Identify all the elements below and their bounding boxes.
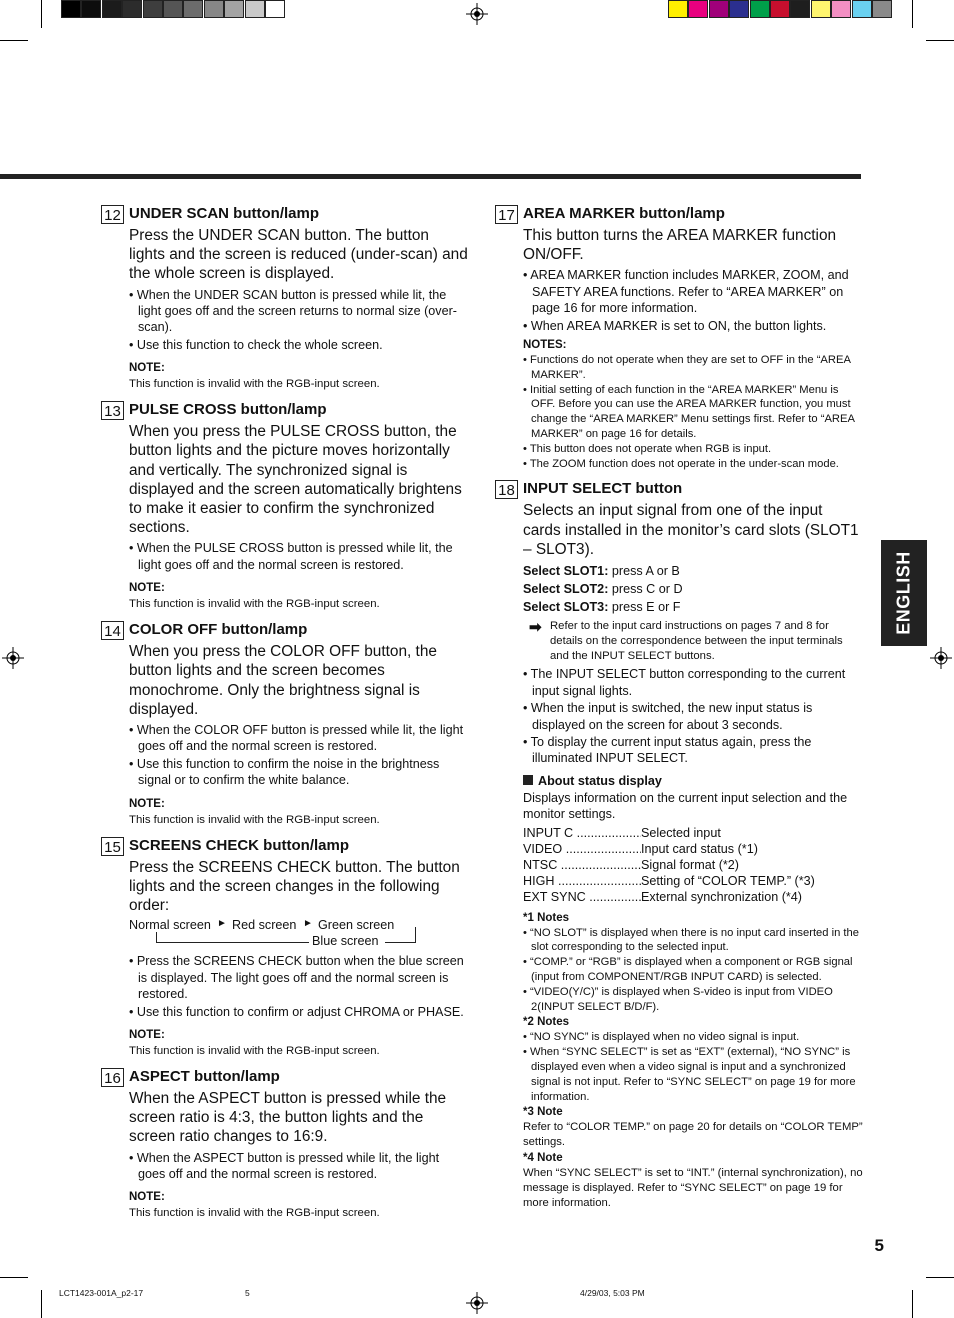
bullet: • When the COLOR OFF button is pressed while lit, the light goes off and the normal screen is restored. bbox=[129, 723, 464, 754]
note-label: NOTE: bbox=[129, 1191, 165, 1204]
crop-mark bbox=[41, 0, 42, 28]
section-aspect bbox=[104, 1067, 469, 1221]
color-swatch bbox=[750, 0, 770, 18]
left-column bbox=[104, 204, 469, 1221]
note-text: This function is invalid with the RGB-input screen. bbox=[129, 1044, 380, 1057]
note-bullet: • This button does not operate when RGB is input. bbox=[523, 442, 772, 455]
color-swatch bbox=[811, 0, 831, 18]
section-title: ASPECT button/lamp bbox=[129, 1067, 280, 1085]
section-title: AREA MARKER button/lamp bbox=[523, 205, 725, 222]
bullet: • Press the SCREENS CHECK button when the blue screen is displayed. The light goes off and the normal screen is restored. bbox=[129, 954, 464, 1002]
section-lead: When you press the COLOR OFF button, the button lights and the screen becomes monochrome. Only the brightness signal is displayed. bbox=[129, 643, 437, 718]
status-row: NTSC ..... Signal format (*2) bbox=[523, 857, 863, 873]
bullet: • When the ASPECT button is pressed while lit, the light goes off and the normal screen is restored. bbox=[129, 1150, 440, 1181]
gray-swatch bbox=[163, 0, 183, 18]
footnote-text: Refer to “COLOR TEMP.” on page 20 for details on “COLOR TEMP” settings. bbox=[523, 1121, 863, 1149]
bullet: • When the PULSE CROSS button is pressed while lit, the light goes off and the normal screen is restored. bbox=[129, 541, 453, 572]
section-number: 16 bbox=[101, 1068, 124, 1087]
footnote-bullet: • “VIDEO(Y/C)” is displayed when S-video is input from VIDEO 2(INPUT SELECT B/D/F). bbox=[523, 985, 833, 1013]
page-number: 5 bbox=[874, 1236, 884, 1255]
section-screens-check bbox=[104, 836, 469, 1059]
section-title: UNDER SCAN button/lamp bbox=[129, 205, 319, 222]
note-text: This function is invalid with the RGB-input screen. bbox=[129, 1207, 380, 1220]
footnote-label: *3 Note bbox=[523, 1106, 563, 1119]
section-number: 18 bbox=[495, 480, 518, 499]
section-title: INPUT SELECT button bbox=[523, 480, 683, 498]
color-swatch bbox=[688, 0, 708, 18]
section-number: 17 bbox=[495, 205, 518, 224]
arrow-right-icon: ► bbox=[303, 918, 313, 930]
gray-swatch bbox=[224, 0, 244, 18]
bullet: • Use this function to confirm the noise in the brightness signal or to confirm the white balance. bbox=[129, 756, 440, 788]
note-text: This function is invalid with the RGB-input screen. bbox=[129, 598, 380, 611]
slot-row: Select SLOT1: press A or B bbox=[523, 564, 680, 579]
gray-swatch bbox=[265, 0, 285, 18]
status-row: EXT SYNC ..... External synchronization (*4) bbox=[523, 889, 863, 905]
footnote-label: *2 Notes bbox=[523, 1016, 570, 1029]
status-description: Displays information on the current input selection and the monitor settings. bbox=[523, 790, 848, 822]
flow-return-line bbox=[415, 927, 416, 943]
bullet: • To display the current input status again, press the illuminated INPUT SELECT. bbox=[523, 735, 812, 766]
flow-return-line bbox=[156, 932, 157, 942]
footnote-bullet: • When “SYNC SELECT” is set as “EXT” (external), “NO SYNC” is displayed even when a video signal is input and a synchronized signal is not input. Refer to “SYNC SELECT” on page 19 for more information. bbox=[523, 1046, 856, 1103]
arrow-right-icon: ► bbox=[217, 918, 227, 930]
note-bullet: • Initial setting of each function in the “AREA MARKER” Menu is OFF. Before you can use the AREA MARKER function, you must change the “AREA MARKER” Menu settings first. Refer to “AREA MARKER” on page 16 for details. bbox=[523, 383, 855, 441]
footer-date: 4/29/03, 5:03 PM bbox=[580, 1288, 645, 1298]
section-lead: Press the UNDER SCAN button. The button lights and the screen is reduced (under-scan) and the whole screen is displayed. bbox=[129, 227, 468, 283]
bullet: • AREA MARKER function includes MARKER, ZOOM, and SAFETY AREA functions. Refer to “AREA MARKER” on page 16 for more information. bbox=[523, 268, 849, 316]
language-tab-label: ENGLISH bbox=[893, 551, 914, 635]
bullet: • When AREA MARKER is set to ON, the button lights. bbox=[523, 318, 827, 333]
right-column bbox=[498, 204, 863, 1210]
gray-swatch bbox=[183, 0, 203, 18]
crop-mark bbox=[41, 1290, 42, 1318]
language-tab bbox=[881, 540, 927, 646]
bullet: • Use this function to confirm or adjust CHROMA or PHASE. bbox=[129, 1004, 464, 1019]
flow-return-line bbox=[156, 942, 309, 943]
footnote-label: *1 Notes bbox=[523, 911, 570, 924]
section-lead: When the ASPECT button is pressed while the screen ratio is 4:3, the button lights and the screen ratio changes to 16:9. bbox=[129, 1089, 447, 1146]
section-pulse-cross bbox=[104, 400, 469, 612]
bullet: • When the input is switched, the new input status is displayed on the screen for about 3 seconds. bbox=[523, 701, 813, 732]
note-text: This function is invalid with the RGB-input screen. bbox=[129, 813, 380, 826]
crop-mark bbox=[926, 1277, 954, 1278]
note-label: NOTE: bbox=[129, 582, 165, 595]
gray-swatch bbox=[102, 0, 122, 18]
section-color-off bbox=[104, 620, 469, 827]
crop-mark bbox=[912, 1290, 913, 1318]
color-swatch bbox=[872, 0, 892, 18]
footer-file-name: LCT1423-001A_p2-17 bbox=[59, 1288, 144, 1298]
section-lead: Press the SCREENS CHECK button. The button lights and the screen changes in the following order: bbox=[129, 858, 460, 915]
footnote-text: When “SYNC SELECT” is set to “INT.” (internal synchronization), no message is displayed. Refer to “SYNC SELECT” on page 19 for more information. bbox=[523, 1167, 863, 1209]
note-bullet: • Functions do not operate when they are set to OFF in the “AREA MARKER”. bbox=[523, 354, 851, 381]
status-table bbox=[523, 825, 863, 906]
section-number: 15 bbox=[101, 837, 124, 856]
section-lead: Selects an input signal from one of the input cards installed in the monitor’s card slots (SLOT1 – SLOT3). bbox=[523, 502, 859, 558]
reference-text: Refer to the input card instructions on pages 7 and 8 for details on the correspondence between the input terminals and the INPUT SELECT buttons. bbox=[550, 620, 843, 662]
gray-swatch bbox=[122, 0, 142, 18]
header-rule bbox=[0, 174, 861, 179]
flow-red-screen: Red screen bbox=[232, 918, 297, 933]
flow-green-screen: Green screen bbox=[318, 918, 395, 933]
color-swatch bbox=[668, 0, 688, 18]
section-title: COLOR OFF button/lamp bbox=[129, 621, 308, 639]
gray-swatch bbox=[245, 0, 265, 18]
bullet: • When the UNDER SCAN button is pressed while lit, the light goes off and the screen returns to normal size (over-scan). bbox=[129, 287, 457, 335]
status-row: HIGH ..... Setting of “COLOR TEMP.” (*3) bbox=[523, 873, 863, 889]
section-title: PULSE CROSS button/lamp bbox=[129, 401, 327, 419]
section-lead: This button turns the AREA MARKER function ON/OFF. bbox=[523, 227, 837, 264]
section-number: 13 bbox=[101, 401, 124, 420]
registration-mark-icon bbox=[466, 3, 488, 25]
crop-mark bbox=[912, 0, 913, 28]
note-bullet: • The ZOOM function does not operate in the under-scan mode. bbox=[523, 457, 839, 470]
slot-row: Select SLOT2: press C or D bbox=[523, 582, 683, 597]
bullet: • Use this function to check the whole screen. bbox=[129, 337, 383, 352]
flow-return-line bbox=[385, 942, 415, 943]
reference-note bbox=[523, 619, 863, 663]
flow-normal-screen: Normal screen bbox=[129, 918, 211, 933]
crop-mark bbox=[0, 1277, 28, 1278]
crop-mark bbox=[926, 40, 954, 41]
gray-swatch bbox=[61, 0, 81, 18]
color-swatch bbox=[852, 0, 872, 18]
status-row: VIDEO ..... Input card status (*1) bbox=[523, 841, 863, 857]
footnote-bullet: • “NO SYNC” is displayed when no video signal is input. bbox=[523, 1031, 800, 1044]
right-arrow-icon: ➡ bbox=[529, 619, 542, 637]
square-bullet-icon bbox=[523, 775, 533, 785]
gray-swatch bbox=[204, 0, 224, 18]
screens-flow-diagram bbox=[129, 918, 469, 952]
footnote-bullet: • “NO SLOT” is displayed when there is no input card inserted in the slot corresponding to the selected input. bbox=[523, 926, 859, 954]
status-display-heading: About status display bbox=[523, 772, 863, 790]
section-title: SCREENS CHECK button/lamp bbox=[129, 836, 350, 854]
bullet: • The INPUT SELECT button corresponding to the current input signal lights. bbox=[523, 667, 846, 698]
registration-mark-icon bbox=[466, 1292, 488, 1314]
section-area-marker bbox=[498, 204, 863, 471]
status-row: INPUT C ..... Selected input bbox=[523, 825, 863, 841]
footnote-bullet: • “COMP.” or “RGB” is displayed when a component or RGB signal (input from COMPONENT/RGB INPUT CARD) is selected. bbox=[523, 956, 853, 984]
gray-swatch bbox=[143, 0, 163, 18]
footnote-label: *4 Note bbox=[523, 1152, 563, 1165]
section-input-select bbox=[498, 479, 863, 1210]
registration-mark-icon bbox=[2, 647, 24, 669]
note-label: NOTE: bbox=[129, 1028, 165, 1041]
color-swatch bbox=[770, 0, 790, 18]
section-number: 12 bbox=[101, 205, 124, 224]
color-swatch bbox=[790, 0, 810, 18]
slot-row: Select SLOT3: press E or F bbox=[523, 600, 681, 615]
note-label: NOTE: bbox=[129, 362, 165, 375]
color-swatch bbox=[709, 0, 729, 18]
notes-label: NOTES: bbox=[523, 339, 567, 352]
crop-mark bbox=[0, 40, 28, 41]
note-label: NOTE: bbox=[129, 797, 165, 810]
registration-mark-icon bbox=[930, 647, 952, 669]
footer-page: 5 bbox=[245, 1288, 250, 1298]
flow-blue-screen: Blue screen bbox=[312, 934, 379, 949]
note-text: This function is invalid with the RGB-input screen. bbox=[129, 378, 380, 391]
section-number: 14 bbox=[101, 621, 124, 640]
section-lead: When you press the PULSE CROSS button, the button lights and the picture moves horizontally and vertically. The synchronized signal is displayed and the screen automatically brightens to make it easier to confirm the synchronized sections. bbox=[129, 423, 462, 537]
color-swatch bbox=[831, 0, 851, 18]
gray-swatch bbox=[81, 0, 101, 18]
section-under-scan bbox=[104, 204, 469, 392]
color-swatch bbox=[729, 0, 749, 18]
